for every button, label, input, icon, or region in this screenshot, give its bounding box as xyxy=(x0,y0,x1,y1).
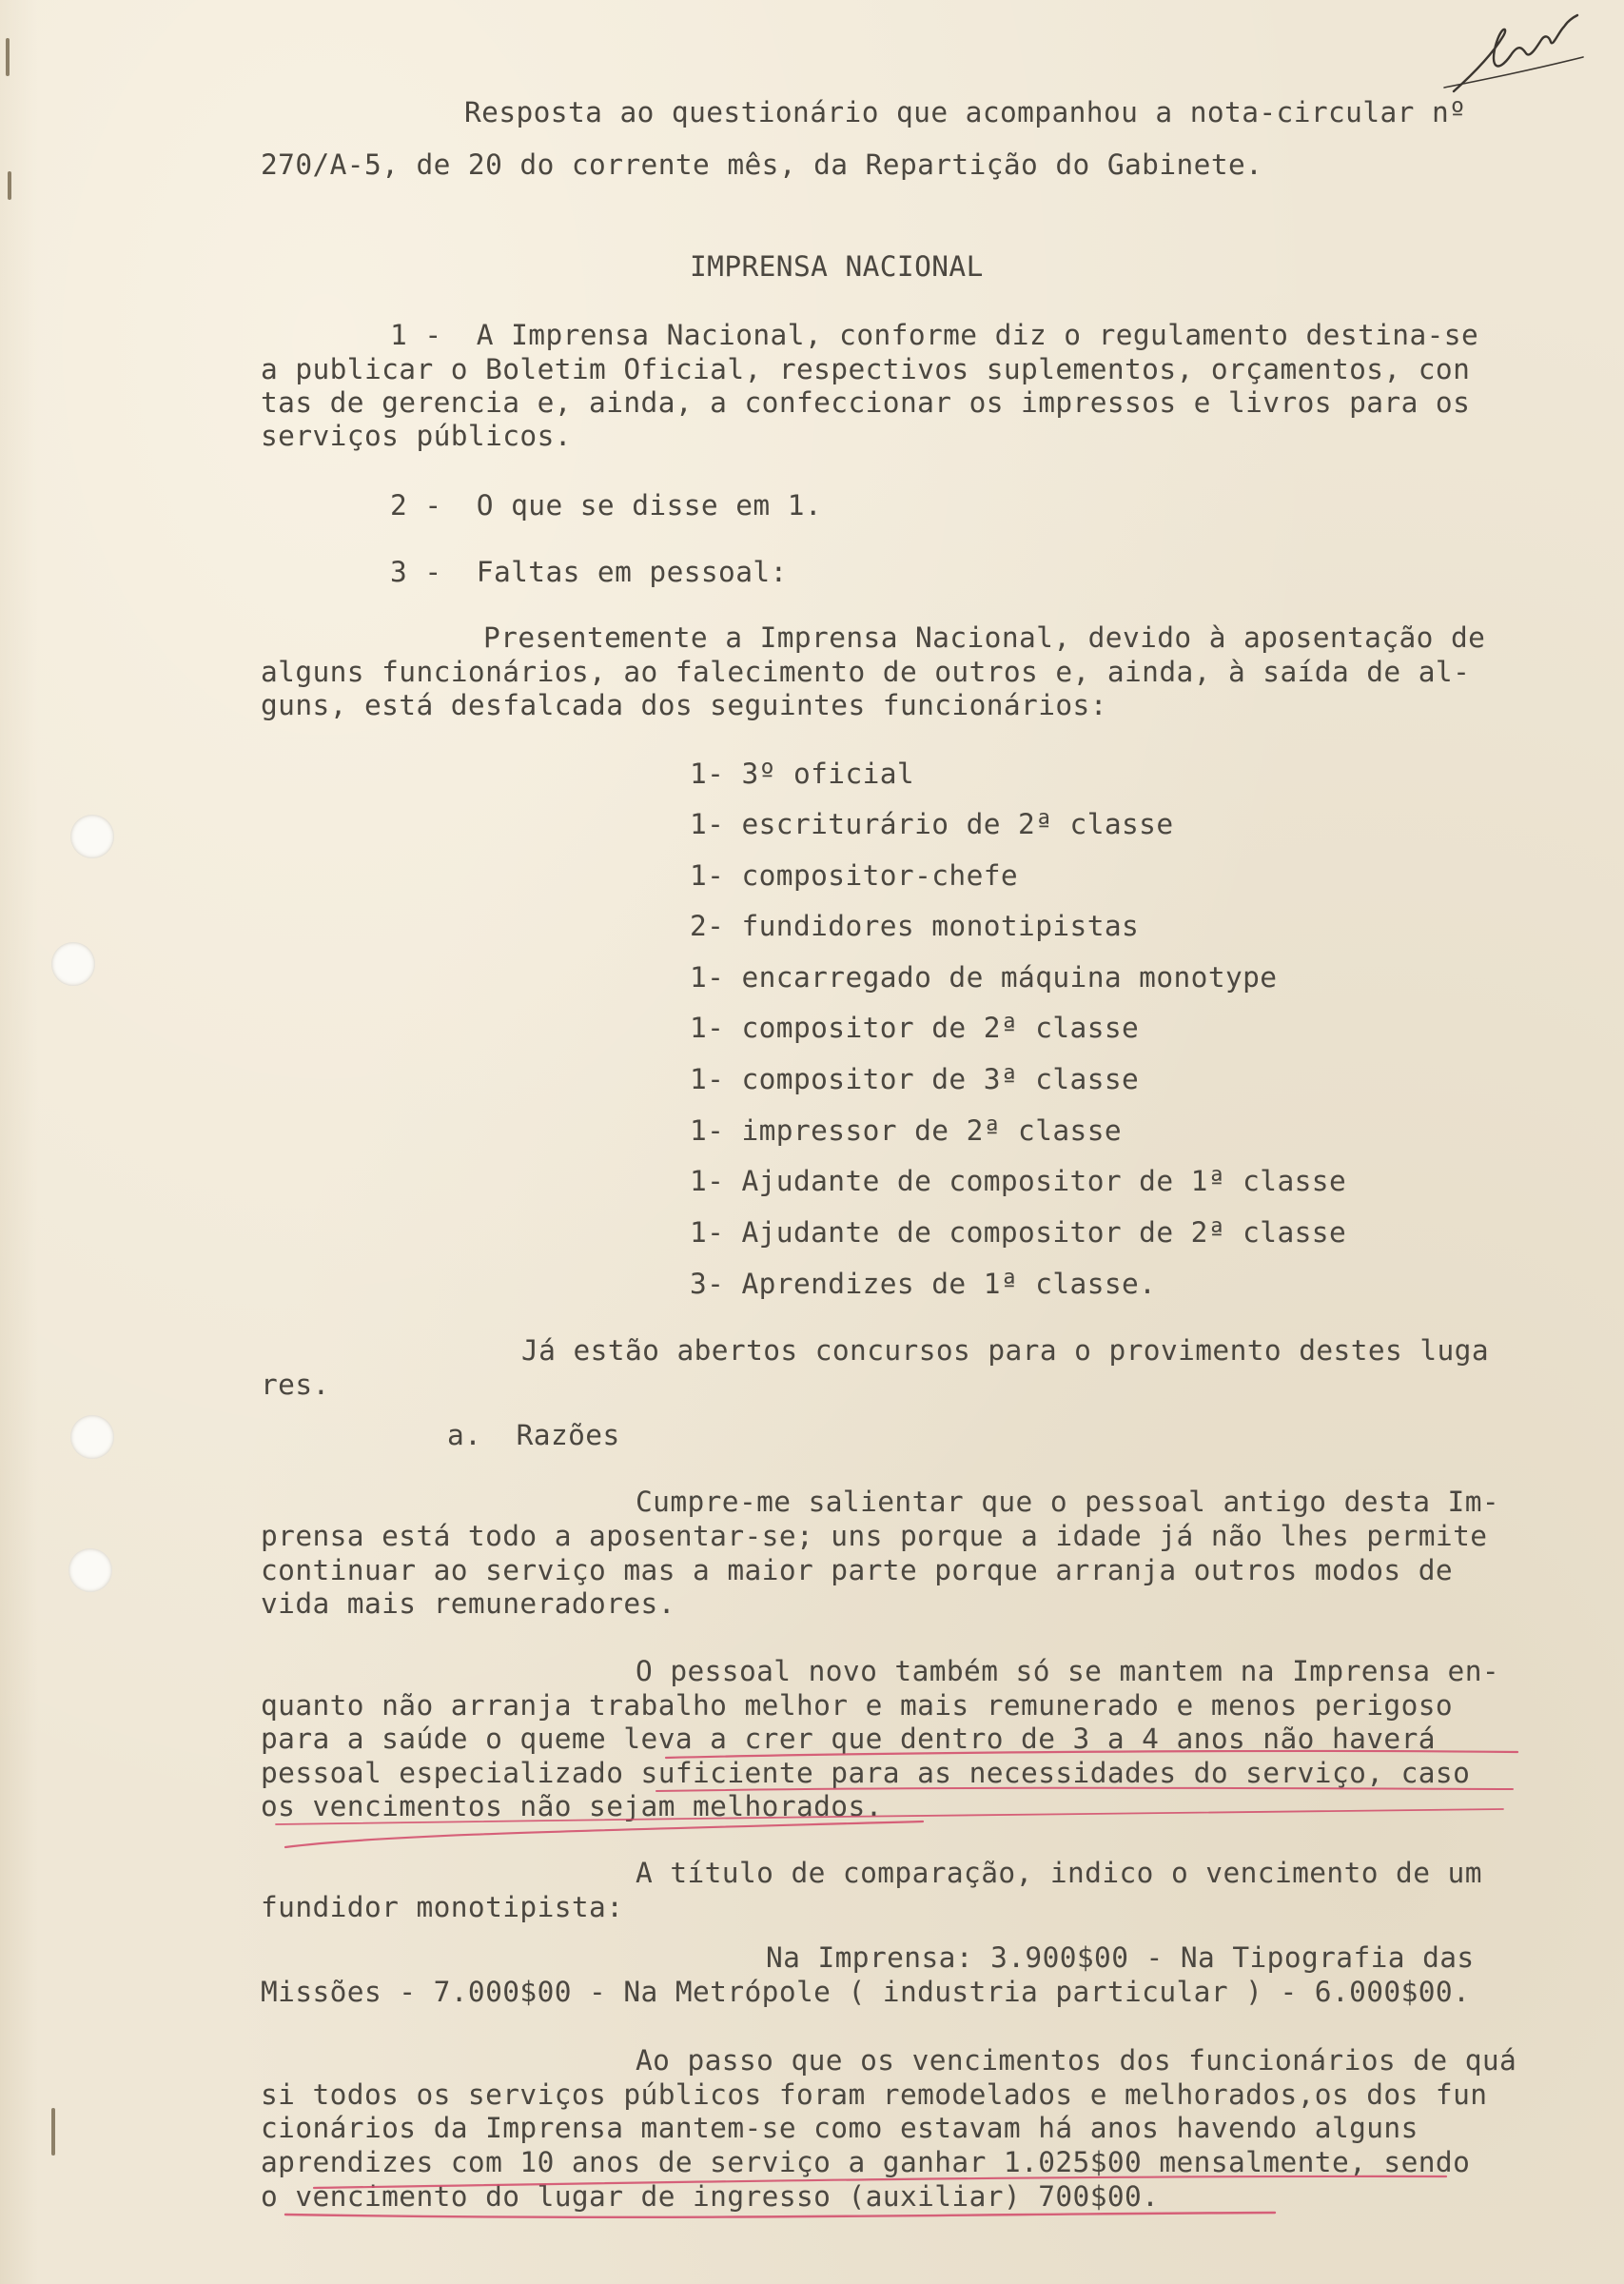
header-line-1: Resposta ao questionário que acompanhou a nota-circular nº xyxy=(464,96,1467,128)
header-line-2: 270/A-5, de 20 do corrente mês, da Repartição do Gabinete. xyxy=(261,148,1263,181)
staff-list-item: 1- compositor de 3ª classe xyxy=(690,1063,1140,1095)
red-underline xyxy=(285,1821,923,1847)
paragraph-line: guns, está desfalcada dos seguintes funcionários: xyxy=(261,689,1107,721)
red-underline xyxy=(285,2213,1275,2217)
staff-list-item: 1- escriturário de 2ª classe xyxy=(690,808,1174,840)
item-1-line: tas de gerencia e, ainda, a confeccionar os impressos e livros para os xyxy=(261,386,1471,419)
item-1-line: serviços públicos. xyxy=(261,420,572,452)
paragraph-line: pessoal especializado suficiente para as necessidades do serviço, caso xyxy=(261,1757,1471,1789)
staff-list-item: 1- 3º oficial xyxy=(690,758,915,790)
section-heading: a. Razões xyxy=(447,1419,620,1451)
page-title: IMPRENSA NACIONAL xyxy=(690,250,984,283)
item-2: 2 - O que se disse em 1. xyxy=(390,489,823,522)
paragraph-line: Já estão abertos concursos para o provimento destes luga xyxy=(521,1334,1489,1367)
paragraph-line: vida mais remuneradores. xyxy=(261,1587,675,1620)
paragraph-line: si todos os serviços públicos foram remodelados e melhorados,os dos fun xyxy=(261,2078,1488,2111)
staff-list-item: 1- Ajudante de compositor de 2ª classe xyxy=(690,1216,1347,1249)
salary-line: Missões - 7.000$00 - Na Metrópole ( industria particular ) - 6.000$00. xyxy=(261,1976,1471,2008)
paragraph-line: A título de comparação, indico o vencimento de um xyxy=(636,1857,1482,1889)
paragraph-line: res. xyxy=(261,1368,330,1401)
paragraph-line: continuar ao serviço mas a maior parte porque arranja outros modos de xyxy=(261,1554,1454,1586)
paragraph-line: aprendizes com 10 anos de serviço a ganhar 1.025$00 mensalmente, sendo xyxy=(261,2146,1471,2178)
paragraph-line: fundidor monotipista: xyxy=(261,1891,624,1923)
paragraph-line: Ao passo que os vencimentos dos funcionários de quá xyxy=(636,2044,1517,2077)
paragraph-line: cionários da Imprensa mantem-se como estavam há anos havendo alguns xyxy=(261,2112,1419,2144)
paragraph-line: O pessoal novo também só se mantem na Imprensa en- xyxy=(636,1655,1500,1687)
red-underline xyxy=(666,1751,1517,1758)
staff-list-item: 1- compositor de 2ª classe xyxy=(690,1012,1140,1044)
item-3: 3 - Faltas em pessoal: xyxy=(390,556,788,588)
paragraph-line: os vencimentos não sejam melhorados. xyxy=(261,1790,883,1822)
item-1-line: a publicar o Boletim Oficial, respectivos suplementos, orçamentos, con xyxy=(261,353,1471,385)
staff-list-item: 1- impressor de 2ª classe xyxy=(690,1114,1123,1147)
paragraph-line: Presentemente a Imprensa Nacional, devido à aposentação de xyxy=(483,621,1486,654)
red-underline xyxy=(656,1788,1513,1791)
item-1-line: 1 - A Imprensa Nacional, conforme diz o regulamento destina-se xyxy=(390,319,1479,351)
staff-list-item: 2- fundidores monotipistas xyxy=(690,910,1140,942)
paragraph-line: Cumpre-me salientar que o pessoal antigo desta Im- xyxy=(636,1486,1500,1518)
paragraph-line: o vencimento do lugar de ingresso (auxiliar) 700$00. xyxy=(261,2180,1160,2213)
red-underline xyxy=(314,2176,1446,2188)
paragraph-line: quanto não arranja trabalho melhor e mais remunerado e menos perigoso xyxy=(261,1689,1454,1722)
staff-list-item: 1- encarregado de máquina monotype xyxy=(690,961,1278,994)
staff-list-item: 1- compositor-chefe xyxy=(690,859,1019,892)
paragraph-line: para a saúde o queme leva a crer que dentro de 3 a 4 anos não haverá xyxy=(261,1723,1436,1755)
staff-list-item: 3- Aprendizes de 1ª classe. xyxy=(690,1268,1157,1300)
salary-line: Na Imprensa: 3.900$00 - Na Tipografia das xyxy=(766,1941,1475,1974)
staff-list-item: 1- Ajudante de compositor de 1ª classe xyxy=(690,1165,1347,1197)
paragraph-line: alguns funcionários, ao falecimento de outros e, ainda, à saída de al- xyxy=(261,656,1471,688)
paragraph-line: prensa está todo a aposentar-se; uns porque a idade já não lhes permite xyxy=(261,1520,1488,1552)
